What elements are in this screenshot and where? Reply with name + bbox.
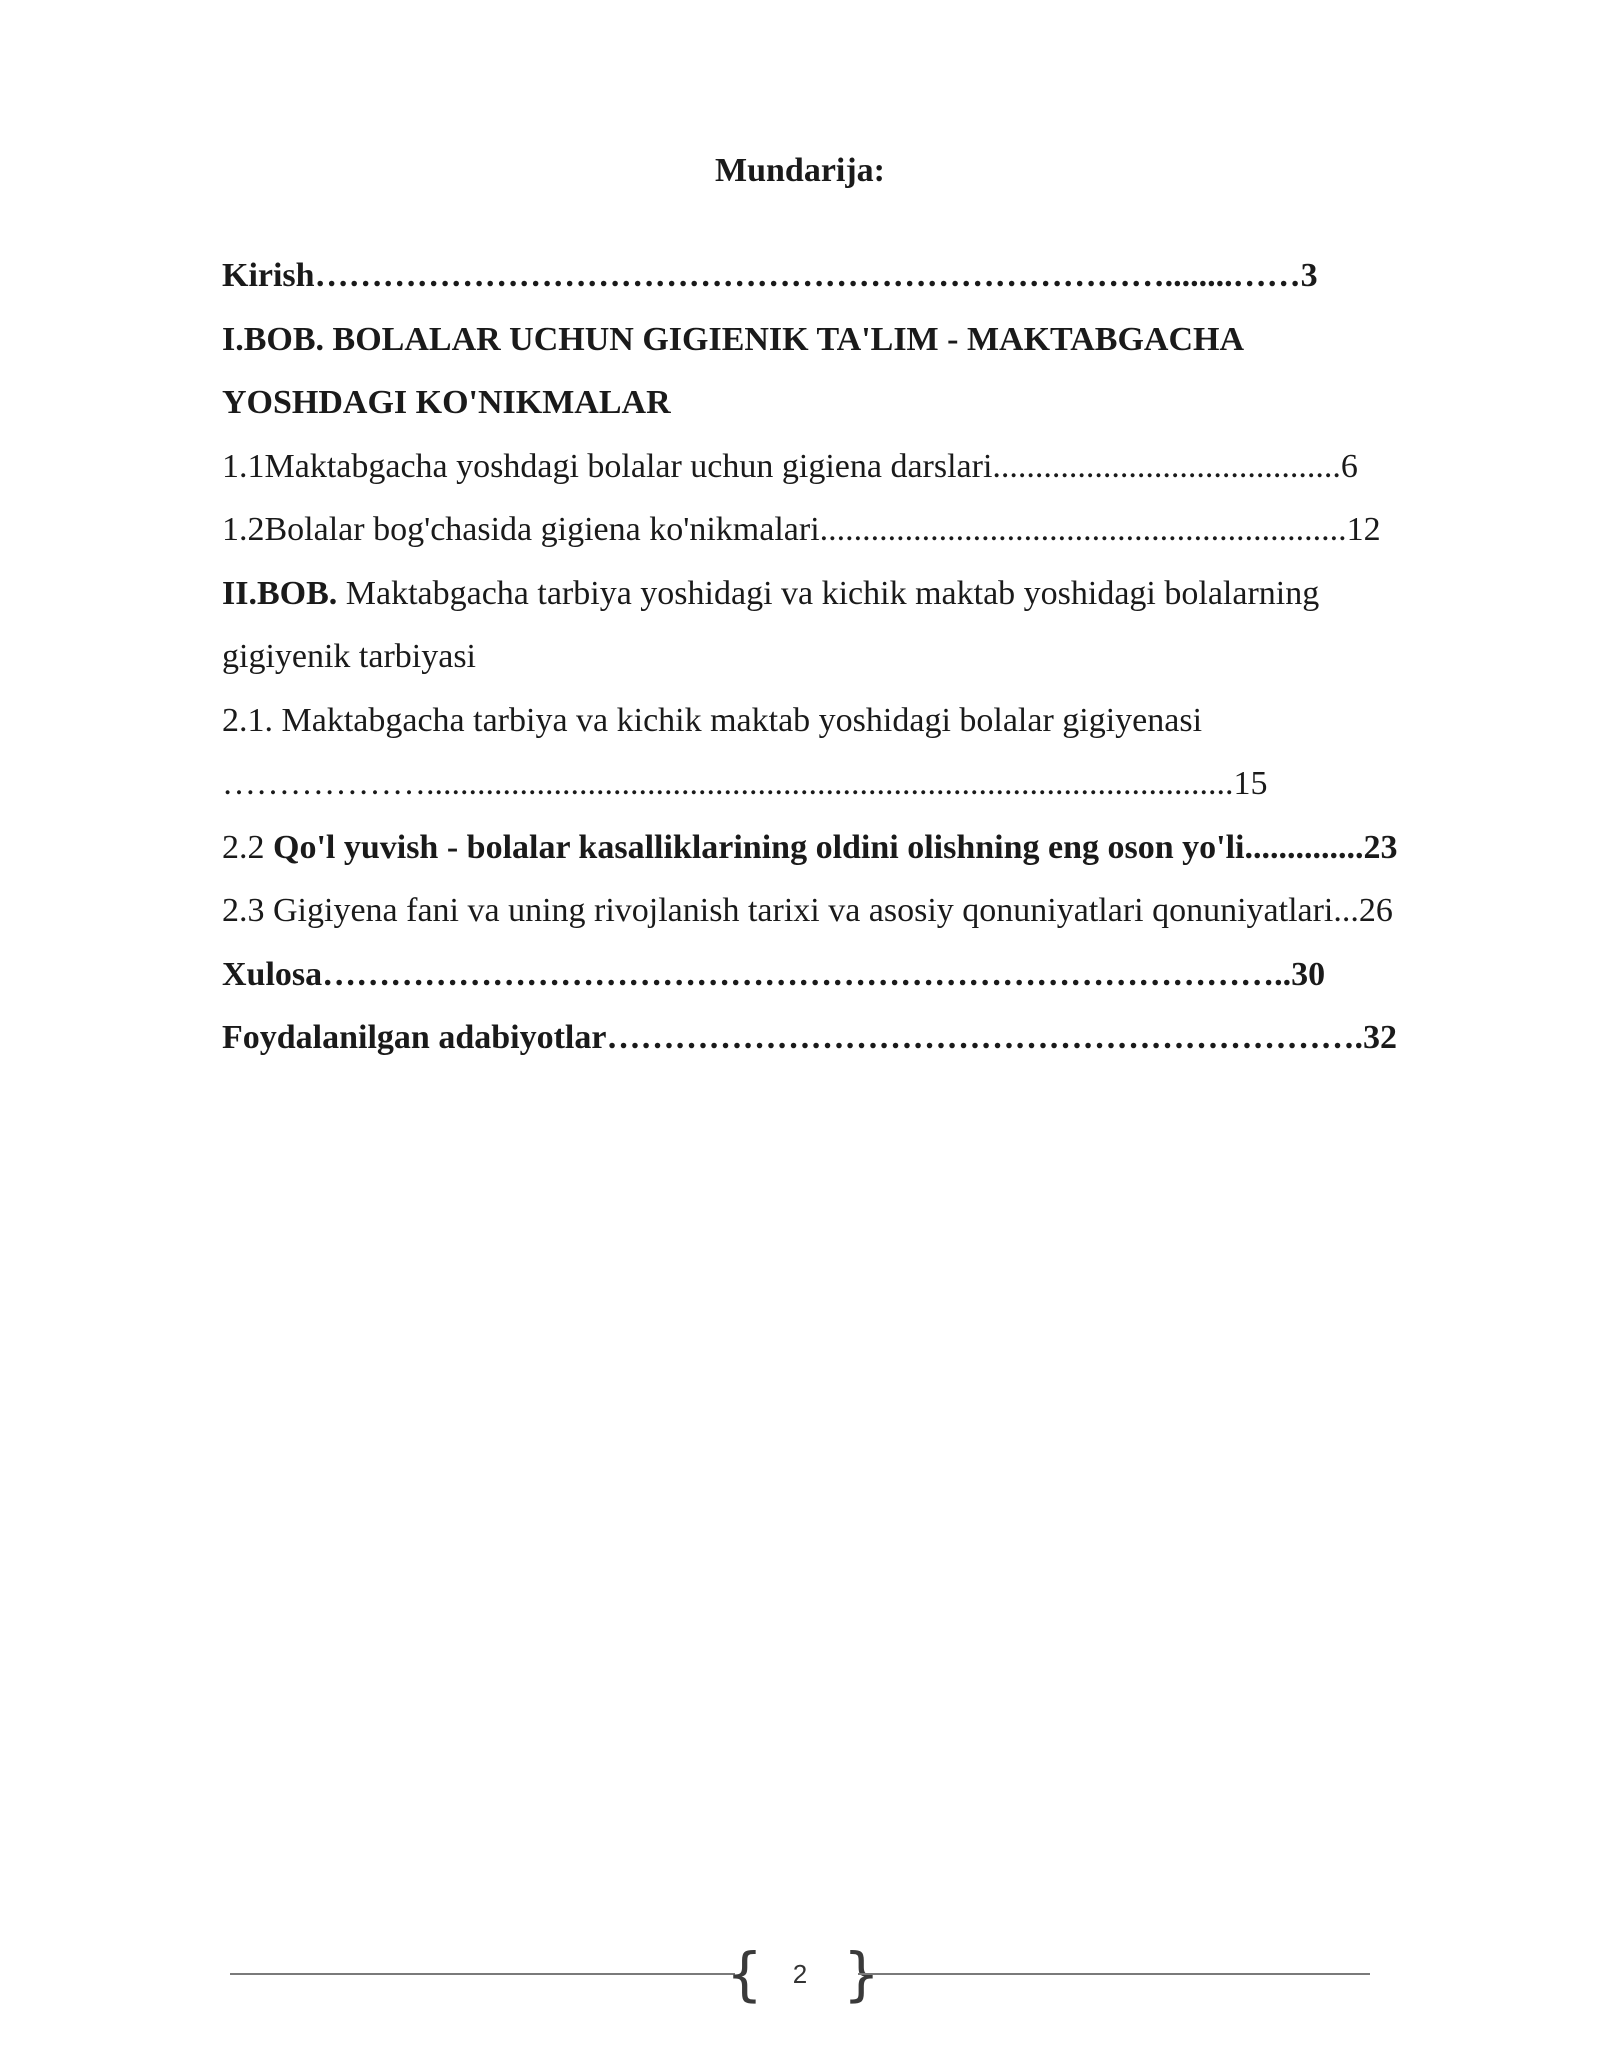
toc-entry-chapter-2-title xyxy=(222,562,1502,626)
toc-entry-kirish: Kirish…………………………………………………………………........……3 xyxy=(222,257,1318,294)
toc-entry-2-3: 2.3 Gigiyena fani va uning rivojlanish tarixi va asosiy qonuniyatlari qonuniyatlari...26 xyxy=(222,892,1393,929)
toc-entry-chapter-1-title-cont: YOSHDAGI KO'NIKMALAR xyxy=(222,384,671,421)
footer-bracket-close: } xyxy=(843,1940,880,2008)
toc-entry-1-2: 1.2Bolalar bog'chasida gigiena ko'nikmalari..............................................................12 xyxy=(222,511,1381,548)
toc-entry-2-2 xyxy=(222,816,1502,880)
toc-2-2-prefix: 2.2 xyxy=(222,828,273,866)
table-of-contents xyxy=(222,244,1502,1070)
footer-rule-left xyxy=(230,1973,735,1975)
toc-entry-chapter-1-title: I.BOB. BOLALAR UCHUN GIGIENIK TA'LIM - MAKTABGACHA xyxy=(222,320,1244,358)
toc-entry-1-1: 1.1Maktabgacha yoshdagi bolalar uchun gigiena darslari.........................................6 xyxy=(222,447,1358,485)
toc-chapter-2-prefix: II.BOB. xyxy=(222,574,338,612)
footer-bracket-open: { xyxy=(726,1940,763,2008)
page-title: Mundarija: xyxy=(715,152,885,189)
toc-2-2-text: Qo'l yuvish - bolalar kasalliklarining oldini olishning eng oson yo'li..............23 xyxy=(273,828,1398,866)
toc-entry-2-1: 2.1. Maktabgacha tarbiya va kichik maktab yoshidagi bolalar gigiyenasi xyxy=(222,701,1203,739)
toc-entry-bibliography: Foydalanilgan adabiyotlar………………………………………………………….32 xyxy=(222,1019,1397,1056)
page-number: 2 xyxy=(792,1959,808,1989)
toc-chapter-2-text: Maktabgacha tarbiya yoshidagi va kichik maktab yoshidagi bolalarning xyxy=(337,574,1320,612)
toc-entry-xulosa: Xulosa…………………………………………………………………………..30 xyxy=(222,955,1326,993)
toc-entry-chapter-2-title-cont: gigiyenik tarbiyasi xyxy=(222,638,477,675)
toc-entry-2-1-leader: ………………...............................................................................................15 xyxy=(222,765,1268,802)
footer-rule-right xyxy=(858,1973,1370,1975)
